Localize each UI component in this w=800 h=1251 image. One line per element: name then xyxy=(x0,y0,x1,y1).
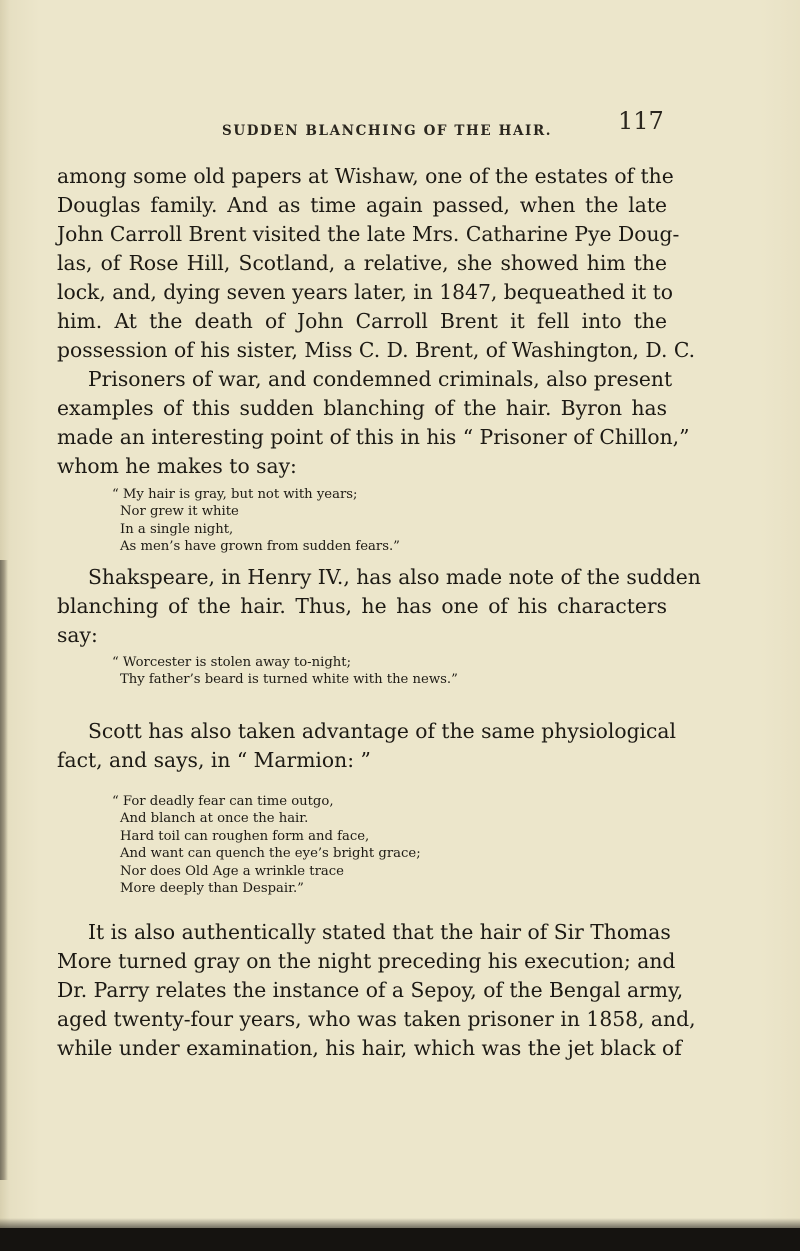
text-line: among some old papers at Wishaw, one of the estates of the xyxy=(57,164,674,188)
verse-quote-1 xyxy=(112,486,512,556)
text-line: lock, and, dying seven years later, in 1847, bequeathed it to xyxy=(57,280,673,304)
text-line: Dr. Parry relates the instance of a Sepoy, of the Bengal army, xyxy=(57,978,684,1002)
paragraph-5 xyxy=(57,918,696,1063)
text-line: say: xyxy=(57,623,98,647)
text-line: las, of Rose Hill, Scotland, a relative, she showed him the xyxy=(57,251,667,275)
text-line: More turned gray on the night preceding his execution; and xyxy=(57,949,676,973)
scan-shadow xyxy=(0,1218,800,1228)
text-line: Shakspeare, in Henry IV., has also made note of the sudden xyxy=(88,565,701,589)
paragraph-2 xyxy=(57,365,690,481)
text-line: him. At the death of John Carroll Brent it fell into the xyxy=(57,309,667,333)
verse-line: As men’s have grown from sudden fears.” xyxy=(120,539,400,555)
text-line: while under examination, his hair, which was the jet black of xyxy=(57,1036,682,1060)
text-line: possession of his sister, Miss C. D. Brent, of Washington, D. C. xyxy=(57,338,696,362)
text-line: aged twenty-four years, who was taken prisoner in 1858, and, xyxy=(57,1007,696,1031)
verse-line: Thy father’s beard is turned white with the news.” xyxy=(120,672,458,688)
text-line: Scott has also taken advantage of the same physiological xyxy=(88,719,676,743)
page-binding-shadow xyxy=(0,560,8,1180)
verse-line: In a single night, xyxy=(120,521,234,537)
paragraph-4 xyxy=(57,717,676,775)
text-line: Prisoners of war, and condemned criminals, also present xyxy=(88,367,673,391)
text-line: John Carroll Brent visited the late Mrs. Catharine Pye Doug- xyxy=(57,222,680,246)
verse-line: Hard toil can roughen form and face, xyxy=(120,828,370,844)
text-line: examples of this sudden blanching of the hair. Byron has xyxy=(57,396,667,420)
verse-line: And blanch at once the hair. xyxy=(120,811,309,827)
verse-line: “ My hair is gray, but not with years; xyxy=(112,487,358,502)
verse-line: “ Worcester is stolen away to-night; xyxy=(112,655,352,670)
paragraph-3 xyxy=(57,563,701,650)
text-line: blanching of the hair. Thus, he has one of his characters xyxy=(57,594,667,618)
text-line: Douglas family. And as time again passed, when the late xyxy=(57,193,667,217)
text-line: whom he makes to say: xyxy=(57,454,297,478)
verse-quote-3 xyxy=(112,793,512,897)
verse-line: More deeply than Despair.” xyxy=(120,881,304,897)
scan-bottom-edge xyxy=(0,1228,800,1251)
running-title: SUDDEN BLANCHING OF THE HAIR. xyxy=(222,123,553,139)
text-line: fact, and says, in “ Marmion: ” xyxy=(57,748,371,772)
verse-quote-2 xyxy=(112,654,612,689)
paragraph-1 xyxy=(57,162,696,365)
verse-line: “ For deadly fear can time outgo, xyxy=(112,794,334,809)
text-line: made an interesting point of this in his “ Prisoner of Chillon,” xyxy=(57,425,690,449)
page-number: 117 xyxy=(618,107,664,135)
verse-line: Nor grew it white xyxy=(120,504,239,520)
verse-line: And want can quench the eye’s bright grace; xyxy=(120,846,421,862)
verse-line: Nor does Old Age a wrinkle trace xyxy=(120,863,344,879)
text-line: It is also authentically stated that the hair of Sir Thomas xyxy=(88,920,671,944)
